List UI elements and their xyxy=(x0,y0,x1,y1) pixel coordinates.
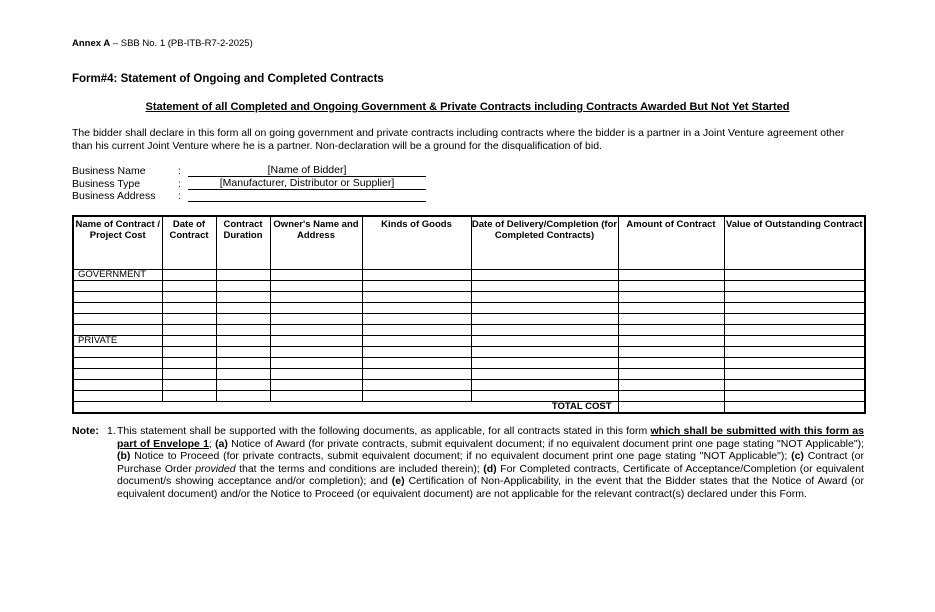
table-cell[interactable] xyxy=(270,391,362,402)
note-item-d-text: For Completed contracts, Certificate of Acceptance/Completion (or equivalent document/s showing acceptance and/or completion); and xyxy=(117,462,864,487)
table-cell[interactable] xyxy=(270,358,362,369)
table-cell[interactable] xyxy=(362,281,471,292)
col-header-outstanding: Value of Outstanding Contract xyxy=(724,216,865,270)
note-label: Note: xyxy=(72,425,99,437)
table-cell[interactable] xyxy=(73,358,162,369)
table-cell[interactable] xyxy=(162,358,216,369)
table-cell[interactable] xyxy=(216,281,270,292)
col-header-date: Date of Contract xyxy=(162,216,216,270)
statement-subtitle: Statement of all Completed and Ongoing Government & Private Contracts including Contracts Awarded But Not Yet Started xyxy=(145,101,790,113)
table-cell[interactable] xyxy=(724,358,865,369)
table-cell[interactable] xyxy=(270,369,362,380)
table-cell[interactable] xyxy=(162,281,216,292)
table-cell[interactable] xyxy=(270,347,362,358)
col-header-duration: Contract Duration xyxy=(216,216,270,270)
total-row xyxy=(73,402,865,414)
note-separator: ; xyxy=(208,437,216,450)
table-cell[interactable] xyxy=(216,270,270,281)
section-row-government xyxy=(73,270,865,281)
table-cell[interactable] xyxy=(724,314,865,325)
table-cell[interactable] xyxy=(216,292,270,303)
col-header-owner: Owner's Name and Address xyxy=(270,216,362,270)
table-cell[interactable] xyxy=(73,292,162,303)
table-cell[interactable] xyxy=(216,358,270,369)
table-cell[interactable] xyxy=(362,369,471,380)
table-cell[interactable] xyxy=(618,292,724,303)
table-header-row xyxy=(73,216,865,270)
intro-paragraph: The bidder shall declare in this form all on going government and private contracts including contracts where the bidder is a partner in a Joint Venture agreement other than his current Joint Venture where he is a partner. Non-declaration will be a ground for the disqualification of bid. xyxy=(72,127,845,152)
table-cell[interactable] xyxy=(618,358,724,369)
table-row xyxy=(73,314,865,325)
table-cell[interactable] xyxy=(216,369,270,380)
table-cell[interactable] xyxy=(362,391,471,402)
table-cell[interactable] xyxy=(162,292,216,303)
table-cell[interactable] xyxy=(270,325,362,336)
col-header-amount: Amount of Contract xyxy=(618,216,724,270)
table-cell[interactable] xyxy=(471,325,618,336)
table-cell[interactable] xyxy=(362,358,471,369)
table-cell[interactable] xyxy=(362,292,471,303)
table-cell[interactable] xyxy=(724,292,865,303)
table-cell[interactable] xyxy=(618,369,724,380)
section-label-government: GOVERNMENT xyxy=(73,270,162,281)
table-cell[interactable] xyxy=(270,303,362,314)
business-name-field[interactable] xyxy=(188,165,426,177)
table-cell[interactable] xyxy=(724,325,865,336)
table-cell[interactable] xyxy=(724,347,865,358)
note-item-c-label: (c) xyxy=(791,450,804,462)
table-row xyxy=(73,369,865,380)
colon: : xyxy=(178,165,181,177)
note-item-e-label: (e) xyxy=(391,475,405,487)
annex-label: Annex A xyxy=(72,38,111,49)
table-cell[interactable] xyxy=(270,292,362,303)
total-outstanding-cell[interactable] xyxy=(724,402,865,414)
table-cell[interactable] xyxy=(471,270,618,281)
table-cell[interactable] xyxy=(724,391,865,402)
business-type-field[interactable] xyxy=(188,178,426,190)
table-row xyxy=(73,358,865,369)
business-name-value: [Name of Bidder] xyxy=(267,164,347,176)
table-cell[interactable] xyxy=(471,347,618,358)
note-item-c-text2: that the terms and conditions are included therein); xyxy=(235,462,484,475)
note-item-a-label: (a) xyxy=(215,437,228,450)
table-body xyxy=(73,270,865,414)
business-type-value: [Manufacturer, Distributor or Supplier] xyxy=(219,176,395,189)
table-cell[interactable] xyxy=(73,380,162,391)
table-cell[interactable] xyxy=(73,347,162,358)
table-cell[interactable] xyxy=(216,336,270,347)
table-cell[interactable] xyxy=(270,336,362,347)
table-cell[interactable] xyxy=(73,303,162,314)
table-row xyxy=(73,325,865,336)
table-cell[interactable] xyxy=(471,314,618,325)
contracts-table xyxy=(72,215,866,414)
table-cell[interactable] xyxy=(471,281,618,292)
colon: : xyxy=(178,190,181,202)
table-cell[interactable] xyxy=(162,347,216,358)
table-cell[interactable] xyxy=(618,380,724,391)
table-cell[interactable] xyxy=(162,369,216,380)
note-item-c-italic: provided xyxy=(195,462,236,475)
table-cell[interactable] xyxy=(724,369,865,380)
table-cell[interactable] xyxy=(216,391,270,402)
table-cell[interactable] xyxy=(162,325,216,336)
note-envelope-requirement: which shall be submitted with this form as part of Envelope 1 xyxy=(117,425,864,450)
table-cell[interactable] xyxy=(73,391,162,402)
table-cell[interactable] xyxy=(270,314,362,325)
table-cell[interactable] xyxy=(73,325,162,336)
business-type-label: Business Type xyxy=(72,177,141,190)
note-item-c-text: Contract (or Purchase Order xyxy=(117,450,864,475)
table-row xyxy=(73,391,865,402)
table-cell[interactable] xyxy=(471,369,618,380)
colon: : xyxy=(178,177,181,190)
table-cell[interactable] xyxy=(162,270,216,281)
table-cell[interactable] xyxy=(471,391,618,402)
table-cell[interactable] xyxy=(216,325,270,336)
table-cell[interactable] xyxy=(216,303,270,314)
table-cell[interactable] xyxy=(471,358,618,369)
table-cell[interactable] xyxy=(471,292,618,303)
table-cell[interactable] xyxy=(618,391,724,402)
table-cell[interactable] xyxy=(618,325,724,336)
table-cell[interactable] xyxy=(270,270,362,281)
table-cell[interactable] xyxy=(162,391,216,402)
table-row xyxy=(73,303,865,314)
business-address-field[interactable] xyxy=(188,190,426,202)
table-cell[interactable] xyxy=(362,347,471,358)
table-cell[interactable] xyxy=(162,380,216,391)
table-cell[interactable] xyxy=(216,314,270,325)
table-row xyxy=(73,292,865,303)
business-name-label: Business Name xyxy=(72,165,146,177)
table-cell[interactable] xyxy=(162,336,216,347)
business-address-label: Business Address xyxy=(72,190,156,202)
table-row xyxy=(73,347,865,358)
table-cell[interactable] xyxy=(724,303,865,314)
table-cell[interactable] xyxy=(471,380,618,391)
table-cell[interactable] xyxy=(724,281,865,292)
table-cell[interactable] xyxy=(471,336,618,347)
total-cost-label: TOTAL COST xyxy=(73,402,618,414)
table-cell[interactable] xyxy=(471,303,618,314)
table-cell[interactable] xyxy=(216,347,270,358)
table-cell[interactable] xyxy=(618,303,724,314)
section-label-private: PRIVATE xyxy=(73,336,162,347)
total-amount-cell[interactable] xyxy=(618,402,724,414)
table-cell[interactable] xyxy=(162,314,216,325)
table-cell[interactable] xyxy=(618,347,724,358)
table-cell[interactable] xyxy=(618,336,724,347)
table-cell[interactable] xyxy=(618,281,724,292)
table-row xyxy=(73,380,865,391)
section-row-private xyxy=(73,336,865,347)
col-header-delivery: Date of Delivery/Completion (for Completed Contracts) xyxy=(471,216,618,270)
table-cell[interactable] xyxy=(724,270,865,281)
note-item-d-label: (d) xyxy=(483,462,497,475)
note-item-e-text: Certification of Non-Applicability, in the event that the Bidder states that the Notice of Award (or equivalent document) and/or the Notice to Proceed (or equivalent document) are not applicable for the relevant contract(s) declared under this Form. xyxy=(117,475,864,500)
annex-reference: – SBB No. 1 (PB-ITB-R7-2-2025) xyxy=(110,38,253,49)
note-item-b-text: Notice to Proceed (for private contracts, submit equivalent document; if no equivalent document print one page stating "NOT Applicable"); xyxy=(130,450,792,462)
table-cell[interactable] xyxy=(362,325,471,336)
table-cell[interactable] xyxy=(362,303,471,314)
note-item-b-label: (b) xyxy=(117,450,131,462)
table-cell[interactable] xyxy=(73,369,162,380)
form-title: Form#4: Statement of Ongoing and Completed Contracts xyxy=(72,73,384,85)
table-cell[interactable] xyxy=(724,336,865,347)
table-cell[interactable] xyxy=(618,270,724,281)
table-row xyxy=(73,281,865,292)
table-cell[interactable] xyxy=(362,336,471,347)
table-cell[interactable] xyxy=(162,303,216,314)
col-header-goods: Kinds of Goods xyxy=(362,216,471,270)
table-cell[interactable] xyxy=(618,314,724,325)
table-cell[interactable] xyxy=(216,380,270,391)
table-cell[interactable] xyxy=(270,380,362,391)
table-cell[interactable] xyxy=(362,380,471,391)
table-cell[interactable] xyxy=(270,281,362,292)
note-number: 1. xyxy=(107,425,116,437)
table-cell[interactable] xyxy=(73,281,162,292)
table-cell[interactable] xyxy=(73,314,162,325)
table-cell[interactable] xyxy=(362,270,471,281)
note-item-a-text: Notice of Award (for private contracts, submit equivalent document; if no equivalent document print one page stating "NOT Applicable"); xyxy=(227,437,864,450)
table-cell[interactable] xyxy=(724,380,865,391)
table-cell[interactable] xyxy=(362,314,471,325)
note-body xyxy=(117,425,864,500)
annex-header xyxy=(72,38,253,49)
col-header-name: Name of Contract / Project Cost xyxy=(73,216,162,270)
note-text-intro: This statement shall be supported with the following documents, as applicable, for all contracts stated in this form xyxy=(117,425,651,437)
